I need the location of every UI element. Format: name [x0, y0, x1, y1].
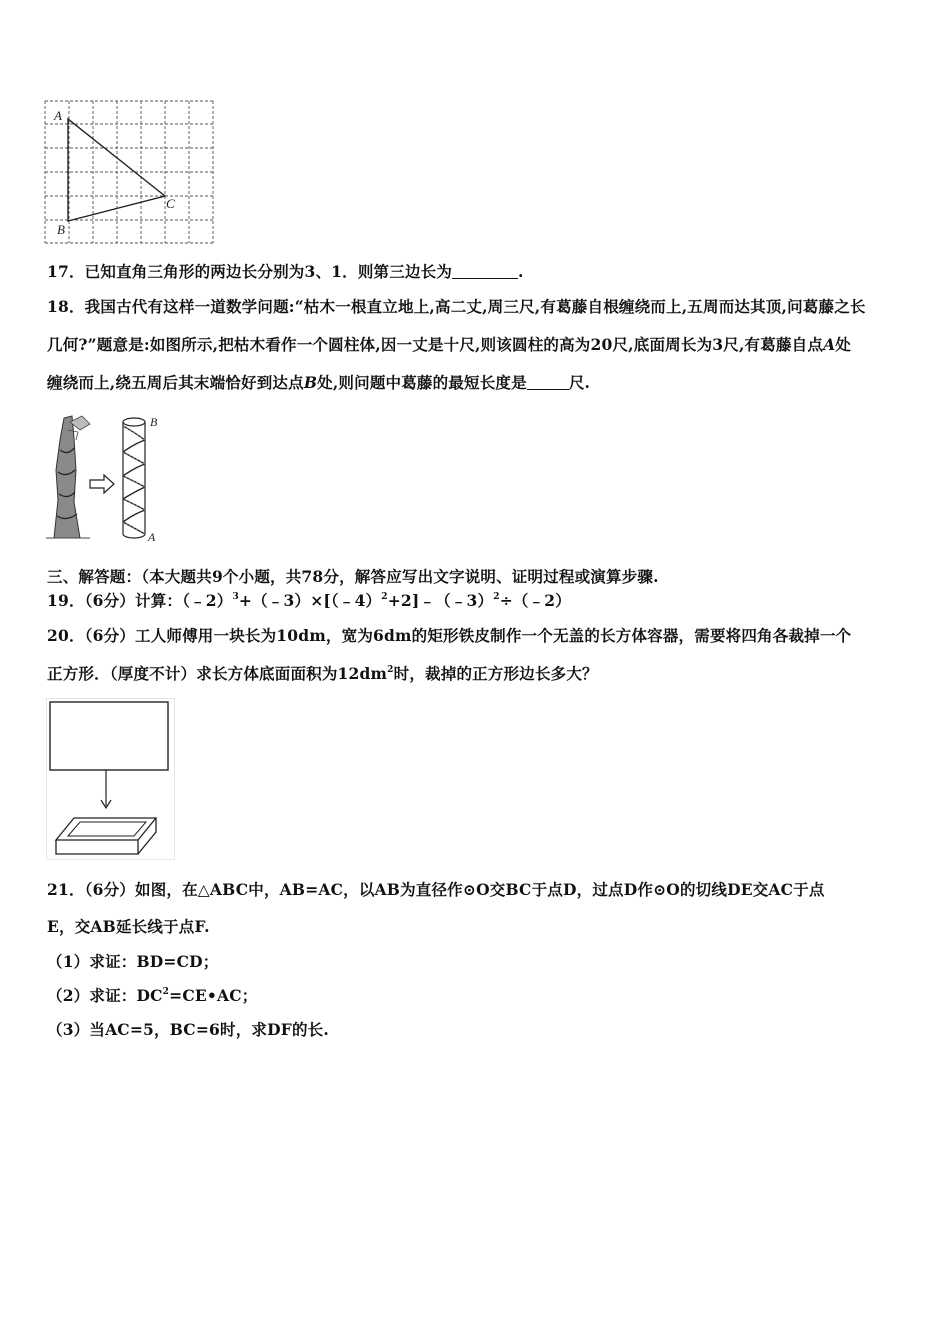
label-a: A: [54, 108, 62, 123]
iron-sheet: [50, 702, 168, 770]
q18-line3-text: 缠绕而上,绕五周后其末端恰好到达点: [47, 373, 304, 392]
q18-line3-mid: 处,则问题中葛藤的最短长度是: [317, 373, 527, 392]
q21-p2-end: =CE•AC；: [169, 986, 258, 1005]
q18-point-b: B: [303, 373, 318, 392]
q19-exp2: 2: [381, 592, 388, 602]
q20-exp: 2: [387, 665, 394, 675]
question-21-part3: （3）当AC=5，BC=6时，求DF的长.: [47, 1020, 329, 1039]
tree-cylinder-figure: [44, 410, 174, 546]
q21-p2-text: （2）求证：DC: [47, 986, 163, 1005]
q19-part3: +2]﹣（﹣3）: [387, 591, 494, 610]
label-b: B: [57, 222, 65, 237]
q18-line2-text: 几何?”题意是:如图所示,把枯木看作一个圆柱体,因一丈是十尺,则该圆柱的高为20尺,底面周长为3尺,有葛藤自点: [47, 335, 824, 354]
arrow-icon: [90, 475, 114, 493]
question-21-line2: E，交AB延长线于点F.: [47, 917, 210, 936]
q19-exp1: 3: [232, 592, 239, 602]
question-20-line1: 20．（6分）工人师傅用一块长为10dm，宽为6dm的矩形铁皮制作一个无盖的长方体容器，需要将四角各裁掉一个: [47, 626, 852, 645]
box-figure: [46, 698, 176, 860]
q17-text: 17．已知直角三角形的两边长分别为3、1．则第三边长为: [47, 262, 453, 281]
q17-answer-blank: [452, 264, 518, 279]
q18-line2-end: 处: [835, 335, 851, 354]
question-18-line1: 18．我国古代有这样一道数学问题:“枯木一根直立地上,高二丈,周三尺,有葛藤自根缠绕而上,五周而达其顶,问葛藤之长: [47, 297, 866, 316]
q20-line2-end: 时，裁掉的正方形边长多大？: [393, 664, 598, 683]
question-21-part1: （1）求证：BD=CD；: [47, 952, 219, 971]
label-b: B: [150, 415, 158, 429]
question-18-line3: [47, 371, 590, 393]
question-18-line2: [47, 333, 851, 355]
q18-line3-end: 尺.: [568, 373, 591, 392]
q19-exp3: 2: [493, 592, 500, 602]
grid-triangle-figure: [44, 100, 214, 244]
question-21-part2: [47, 984, 257, 1006]
q19-part4: ÷（﹣2）: [499, 591, 571, 610]
cylinder-icon: [123, 418, 145, 538]
q19-part1: 19．（6分）计算：（﹣2）: [47, 591, 233, 610]
label-c: C: [166, 196, 175, 211]
question-21-line1: 21．（6分）如图，在△ABC中，AB=AC，以AB为直径作⊙O交BC于点D，过点D作⊙O的切线DE交AC于点: [47, 880, 825, 899]
section-3-heading: 三、解答题：（本大题共9个小题，共78分，解答应写出文字说明、证明过程或演算步骤.: [47, 567, 659, 586]
tree-icon: [46, 416, 90, 538]
question-19: [47, 589, 571, 611]
question-20-line2: [47, 662, 598, 684]
question-17: [47, 260, 524, 282]
open-box-icon: [56, 818, 156, 854]
q19-part2: +（﹣3）×[（﹣4）: [238, 591, 382, 610]
grid-lines: [45, 101, 213, 243]
q21-p2-exp: 2: [162, 987, 170, 997]
q17-end: .: [518, 262, 524, 281]
down-arrow-icon: [101, 770, 111, 808]
q20-line2-text: 正方形．（厚度不计）求长方体底面面积为12dm: [47, 664, 388, 683]
q18-point-a: A: [823, 335, 836, 354]
triangle-abc: [68, 119, 165, 221]
q18-answer-blank: [527, 375, 569, 390]
label-a: A: [148, 530, 156, 544]
